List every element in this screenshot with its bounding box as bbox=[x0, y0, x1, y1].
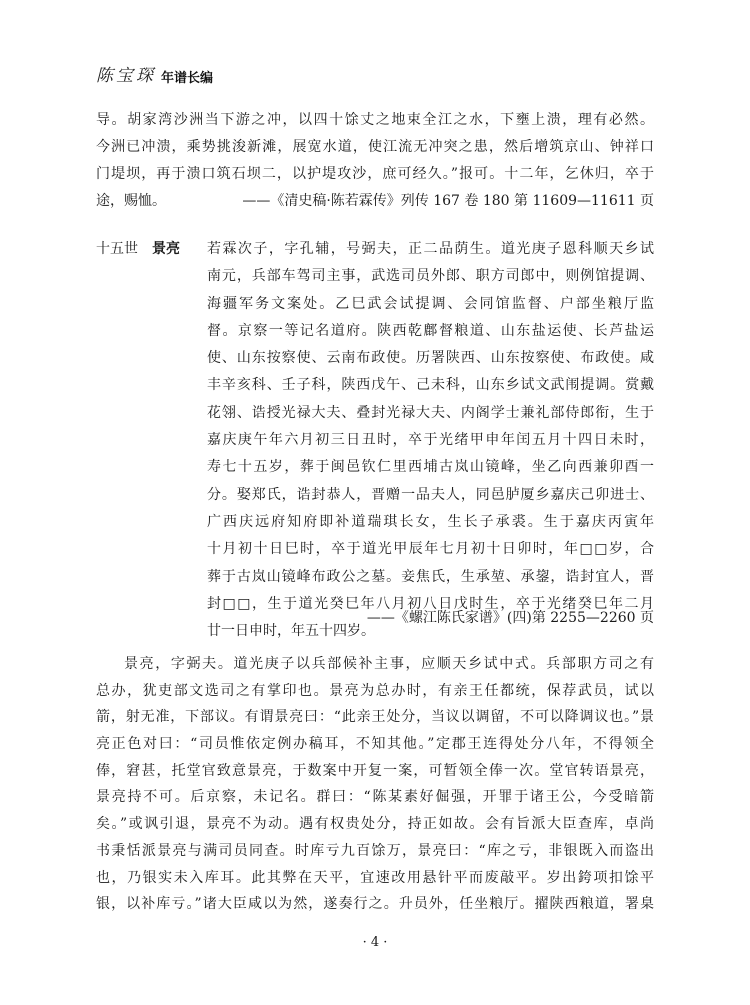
entry-line: 督。京察一等记名道府。陕西乾鄜督粮道、山东盐运使、长芦盐运 bbox=[207, 322, 654, 339]
source-citation: ——《清史稿·陈若霖传》列传 167 卷 180 第 11609—11611 页 bbox=[242, 193, 654, 209]
text-line: 今洲已冲溃，乘势挑浚新滩，展宽水道，使江流无冲突之患，然后增筑京山、钟祥口 bbox=[96, 139, 654, 155]
entry-line: 廿一日申时，年五十四岁。 bbox=[207, 623, 375, 640]
book-title: 年谱长编 bbox=[161, 71, 214, 86]
generation-number: 十五世 bbox=[96, 241, 138, 257]
text-line: 也，乃银实未入库耳。此其弊在天平，宜速改用悬针平而废敲平。岁出銙项扣馀平 bbox=[96, 869, 654, 886]
running-header bbox=[96, 64, 213, 86]
entry-line: 十月初十日巳时，卒于道光甲辰年七月初十日卯时，年□□岁，合 bbox=[207, 541, 654, 558]
page-number: · 4 · bbox=[362, 935, 388, 950]
paragraph-continued bbox=[96, 107, 654, 215]
entry-line: 分。娶郑氏，诰封恭人，晋赠一品夫人，同邑胪厦乡嘉庆己卯进士、 bbox=[207, 486, 654, 503]
text-line: 银，以补库亏。”诸大臣咸以为然，遂奏行之。升员外，任坐粮厅。擢陕西粮道，署臬 bbox=[96, 896, 654, 913]
entry-line: 寿七十五岁，葬于闽邑钦仁里西埔古岚山镜峰，坐乙向西兼卯酉一 bbox=[207, 459, 654, 476]
source-citation: ——《螺江陈氏家谱》(四)第 2255—2260 页 bbox=[366, 610, 654, 626]
text-line: 箭，射无准，下部议。有谓景亮曰：“此亲王处分，当议以调留，不可以降调议也。”景 bbox=[96, 709, 654, 726]
entry-line: 丰辛亥科、壬子科，陕西戊午、己未科，山东乡试文武闱提调。赏戴 bbox=[207, 377, 654, 394]
entry-line: 若霖次子，字孔辅，号弼夫，正二品荫生。道光庚子恩科顺天乡试 bbox=[207, 241, 654, 257]
entry-line: 花翎、诰授光禄大夫、叠封光禄大夫、内阁学士兼礼部侍郎衔，生于 bbox=[207, 404, 654, 421]
entry-line: 海疆军务文案处。乙巳武会试提调、会同馆监督、户部坐粮厅监 bbox=[207, 295, 654, 312]
entry-line: 南元，兵部车驾司主事，武选司员外郎、职方司郎中，则例馆提调、 bbox=[207, 268, 654, 285]
text-line: 景亮，字弼夫。道光庚子以兵部候补主事，应顺天乡试中式。兵部职方司之有 bbox=[124, 656, 654, 672]
entry-body bbox=[207, 236, 654, 645]
generation-label bbox=[96, 236, 180, 263]
person-name: 景亮 bbox=[152, 241, 180, 257]
entry-line: 封□□，生于道光癸巳年八月初八日戊时生，卒于光绪癸巳年二月 bbox=[207, 595, 654, 612]
entry-line: 广西庆远府知府即补道瑞琪长女，生长子承裘。生于嘉庆丙寅年 bbox=[207, 513, 654, 530]
text-line: 导。胡家湾沙洲当下游之冲，以四十馀丈之地束全江之水，下壅上溃，理有必然。 bbox=[96, 112, 654, 128]
entry-line: 葬于古岚山镜峰布政公之墓。妾焦氏，生承堃、承鋆，诰封宜人，晋 bbox=[207, 568, 654, 585]
text-line: 俸，窘甚，托堂官致意景亮，于数案中开复一案，可暂领全俸一次。堂官转语景亮， bbox=[96, 762, 654, 779]
text-line: 景亮持不可。后京察，未记名。群曰：“陈某素好倔强，开罪于诸王公，今受暗箭 bbox=[96, 789, 654, 806]
genealogy-entry bbox=[96, 236, 654, 645]
paragraph-biography bbox=[96, 651, 654, 918]
entry-line: 使、山东按察使、云南布政使。历署陕西、山东按察使、布政使。咸 bbox=[207, 350, 654, 367]
entry-line: 嘉庆庚午年六月初三日丑时，卒于光绪甲申年闰五月十四日未时， bbox=[207, 432, 654, 449]
text-line: 书秉恬派景亮与满司员同查。时库亏九百馀万，景亮曰：“库之亏，非银既入而盗出 bbox=[96, 842, 654, 859]
text-line: 门堤坝，再于溃口筑石坝二，以护堤攻沙，庶可经久。”报可。十二年，乞休归，卒于 bbox=[96, 166, 654, 182]
text-line: 亮正色对曰：“司员惟依定例办稿耳，不知其他。”定郡王连得处分八年，不得领全 bbox=[96, 736, 654, 753]
author-name-logo: 陈宝琛 bbox=[96, 66, 156, 86]
text-line: 矣。”或讽引退，景亮不为动。遇有权贵处分，持正如故。会有旨派大臣查库，卓尚 bbox=[96, 816, 654, 833]
text-line: 途，赐恤。 bbox=[96, 193, 166, 209]
text-line: 总办，犹吏部文选司之有掌印也。景亮为总办时，有亲王任都统，保荐武员，试以 bbox=[96, 682, 654, 699]
